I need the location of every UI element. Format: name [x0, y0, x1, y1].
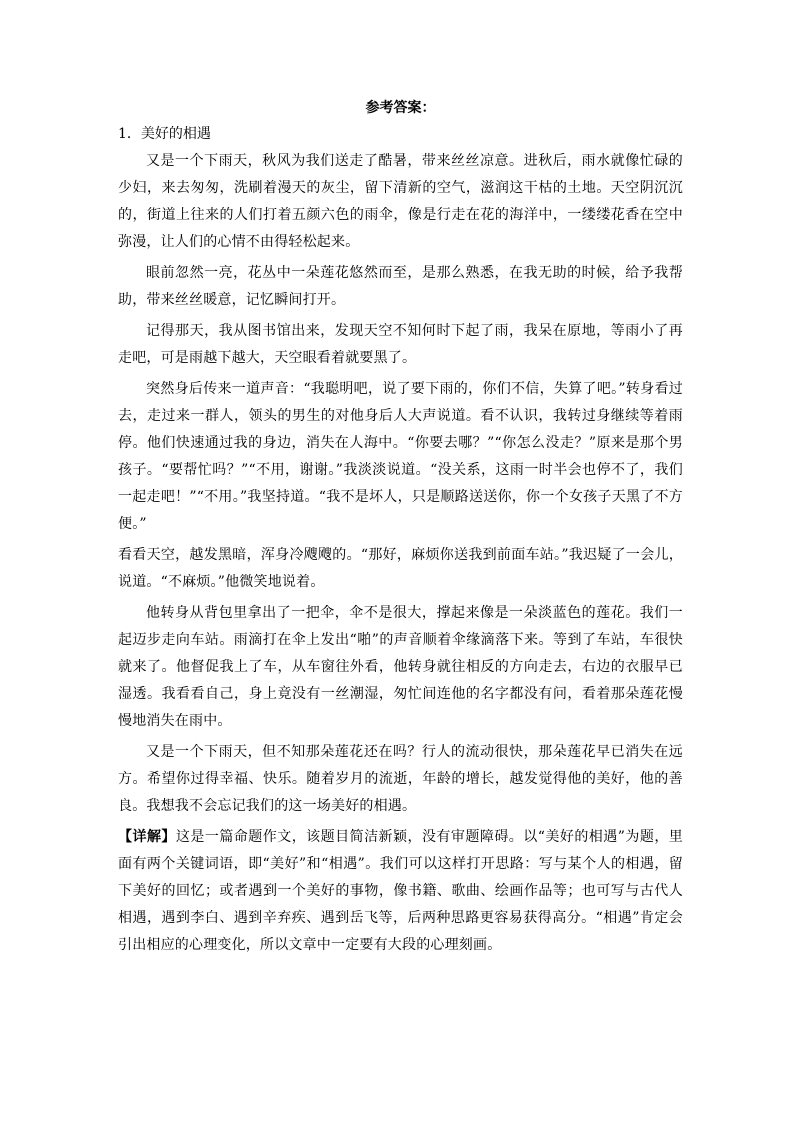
essay-paragraph-4: 突然身后传来一道声音：“我聪明吧，说了要下雨的，你们不信，失算了吧。”转身看过去，走过来一群人，领头的男生的对他身后人大声说道。看不认识，我转过身继续等着雨停。他们快速通过我的身边，消失在人海中。“你要去哪？”“你怎么没走？”原来是那个男孩子。“要帮忙吗？”“不用，谢谢。”我淡淡说道。“没关系，这雨一时半会也停不了，我们一起走吧！”“不用。”我坚持道。“我不是坏人，只是顺路送送你，你一个女孩子天黑了不方便。”	[118, 381, 683, 532]
essay-paragraph-2: 眼前忽然一亮，花丛中一朵莲花悠然而至，是那么熟悉，在我无助的时候，给予我帮助，带来丝丝暖意，记忆瞬间打开。	[118, 265, 683, 308]
essay-paragraph-1: 又是一个下雨天，秋风为我们送走了酷暑，带来丝丝凉意。进秋后，雨水就像忙碌的少妇，来去匆匆，洗刷着漫天的灰尘，留下清新的空气，滋润这干枯的土地。天空阴沉沉的，街道上往来的人们打着五颜六色的雨伞，像是行走在花的海洋中，一缕缕花香在空中弥漫，让人们的心情不由得轻松起来。	[118, 153, 683, 250]
essay-paragraph-7: 又是一个下雨天，但不知那朵莲花还在吗？行人的流动很快，那朵莲花早已消失在远方。希望你过得幸福、快乐。随着岁月的流逝，年龄的增长，越发觉得他的美好，他的善良。我想我不会忘记我们的这一场美好的相遇。	[118, 744, 683, 814]
detail-explanation	[118, 824, 683, 959]
detail-text: 这是一篇命题作文，该题目简洁新颖，没有审题障碍。以“美好的相遇”为题，里面有两个关键词语，即“美好”和“相遇”。我们可以这样打开思路：写与某个人的相遇，留下美好的回忆；或者遇到一个美好的事物，像书籍、歌曲、绘画作品等；也可写与古代人相遇，遇到李白、遇到辛弃疾、遇到岳飞等，后两种思路更容易获得高分。“相遇”肯定会引出相应的心理变化，所以文章中一定要有大段的心理刻画。	[118, 829, 683, 953]
essay-paragraph-6: 他转身从背包里拿出了一把伞，伞不是很大，撑起来像是一朵淡蓝色的莲花。我们一起迈步走向车站。雨滴打在伞上发出“啪”的声音顺着伞缘滴落下来。等到了车站，车很快就来了。他督促我上了车，从车窗往外看，他转身就往相反的方向走去，右边的衣服早已湿透。我看看自己，身上竟没有一丝潮湿，匆忙间连他的名字都没有问，看着那朵莲花慢慢地消失在雨中。	[118, 605, 683, 729]
detail-tag: 【详解】	[118, 829, 176, 845]
document-content	[118, 98, 683, 959]
question-heading: 1．美好的相遇	[118, 126, 211, 142]
essay-paragraph-5: 看看天空，越发黑暗，浑身冷飕飕的。“那好，麻烦你送我到前面车站。”我迟疑了一会儿，说道。“不麻烦。”他微笑地说着。	[118, 547, 683, 590]
page-title: 参考答案：	[365, 100, 436, 116]
essay-paragraph-3: 记得那天，我从图书馆出来，发现天空不知何时下起了雨，我呆在原地，等雨小了再走吧，可是雨越下越大，天空眼看着就要黑了。	[118, 323, 683, 366]
